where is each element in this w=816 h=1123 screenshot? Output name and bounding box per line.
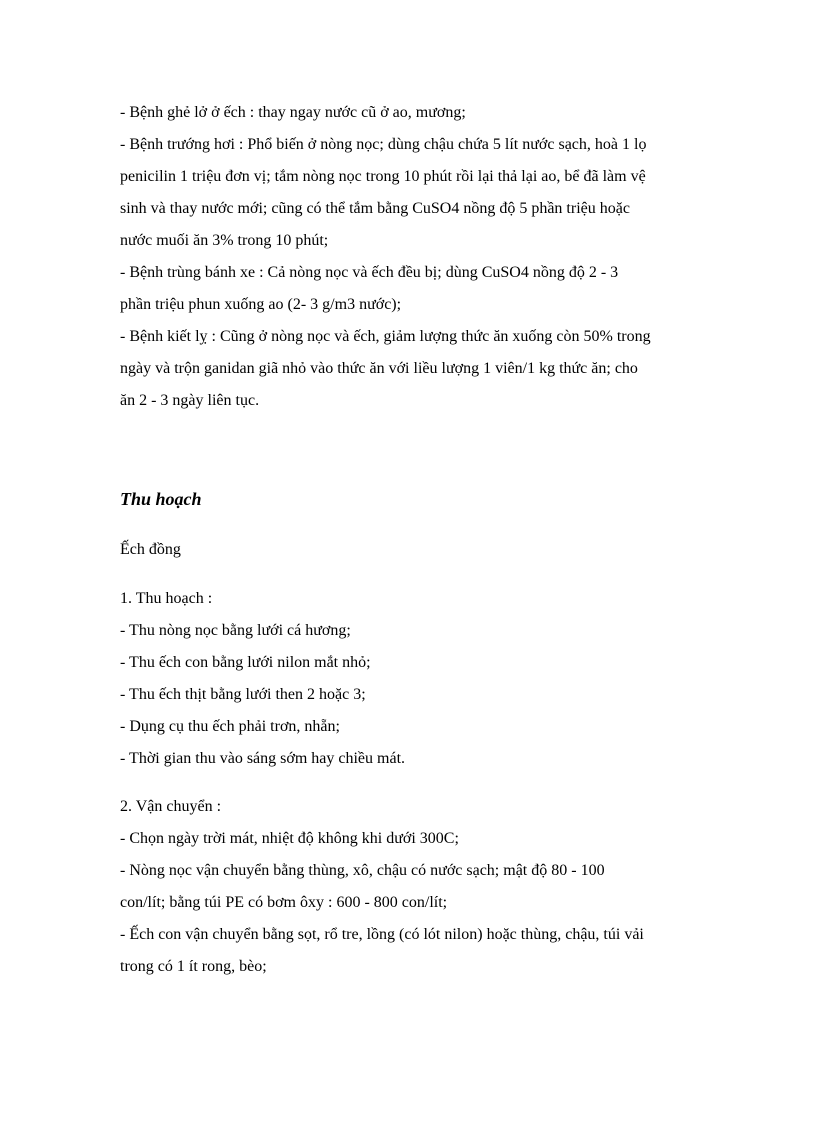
list-item: - Thu ếch thịt bằng lưới then 2 hoặc 3; [120,686,366,703]
list-title: 1. Thu hoạch : [120,590,213,607]
text-line: - Bệnh trướng hơi : Phổ biến ở nòng nọc; dùng chậu chứa 5 lít nước sạch, hoà 1 lọ [120,136,647,153]
text-line: penicilin 1 triệu đơn vị; tắm nòng nọc trong 10 phút rồi lại thả lại ao, bể đã làm vệ [120,168,646,185]
transport-section [120,791,710,983]
list-item: - Thu nòng nọc bằng lưới cá hương; [120,622,351,639]
text-line: - Bệnh kiết lỵ : Cũng ở nòng nọc và ếch, giảm lượng thức ăn xuống còn 50% trong [120,328,651,345]
harvest-section [120,583,710,775]
list-title: 2. Vận chuyển : [120,798,222,815]
text-line: phần triệu phun xuống ao (2- 3 g/m3 nước); [120,296,402,313]
text-line: - Bệnh trùng bánh xe : Cả nòng nọc và ếch đều bị; dùng CuSO4 nồng độ 2 - 3 [120,264,619,281]
disease-treatment-section [120,97,710,417]
text-line: nước muối ăn 3% trong 10 phút; [120,232,329,249]
text-line: sinh và thay nước mới; cũng có thể tắm bằng CuSO4 nồng độ 5 phần triệu hoặc [120,200,630,217]
list-item: - Thời gian thu vào sáng sớm hay chiều mát. [120,750,406,767]
list-item: - Nòng nọc vận chuyển bằng thùng, xô, chậu có nước sạch; mật độ 80 - 100 [120,862,605,879]
section-heading: Thu hoạch [120,489,202,509]
list-item: trong có 1 ít rong, bèo; [120,958,267,975]
list-item: con/lít; bằng túi PE có bơm ôxy : 600 - 800 con/lít; [120,894,448,911]
list-item: - Chọn ngày trời mát, nhiệt độ không khi dưới 300C; [120,830,459,847]
list-item: - Ếch con vận chuyển bằng sọt, rổ tre, lồng (có lót nilon) hoặc thùng, chậu, túi vải [120,926,644,943]
text-line: ngày và trộn ganidan giã nhỏ vào thức ăn với liều lượng 1 viên/1 kg thức ăn; cho [120,360,638,377]
text-line: ăn 2 - 3 ngày liên tục. [120,392,260,409]
subheading: Ếch đồng [120,541,181,558]
text-line: - Bệnh ghẻ lở ở ếch : thay ngay nước cũ ở ao, mương; [120,104,466,121]
list-item: - Thu ếch con bằng lưới nilon mắt nhỏ; [120,654,371,671]
list-item: - Dụng cụ thu ếch phải trơn, nhẵn; [120,718,340,735]
